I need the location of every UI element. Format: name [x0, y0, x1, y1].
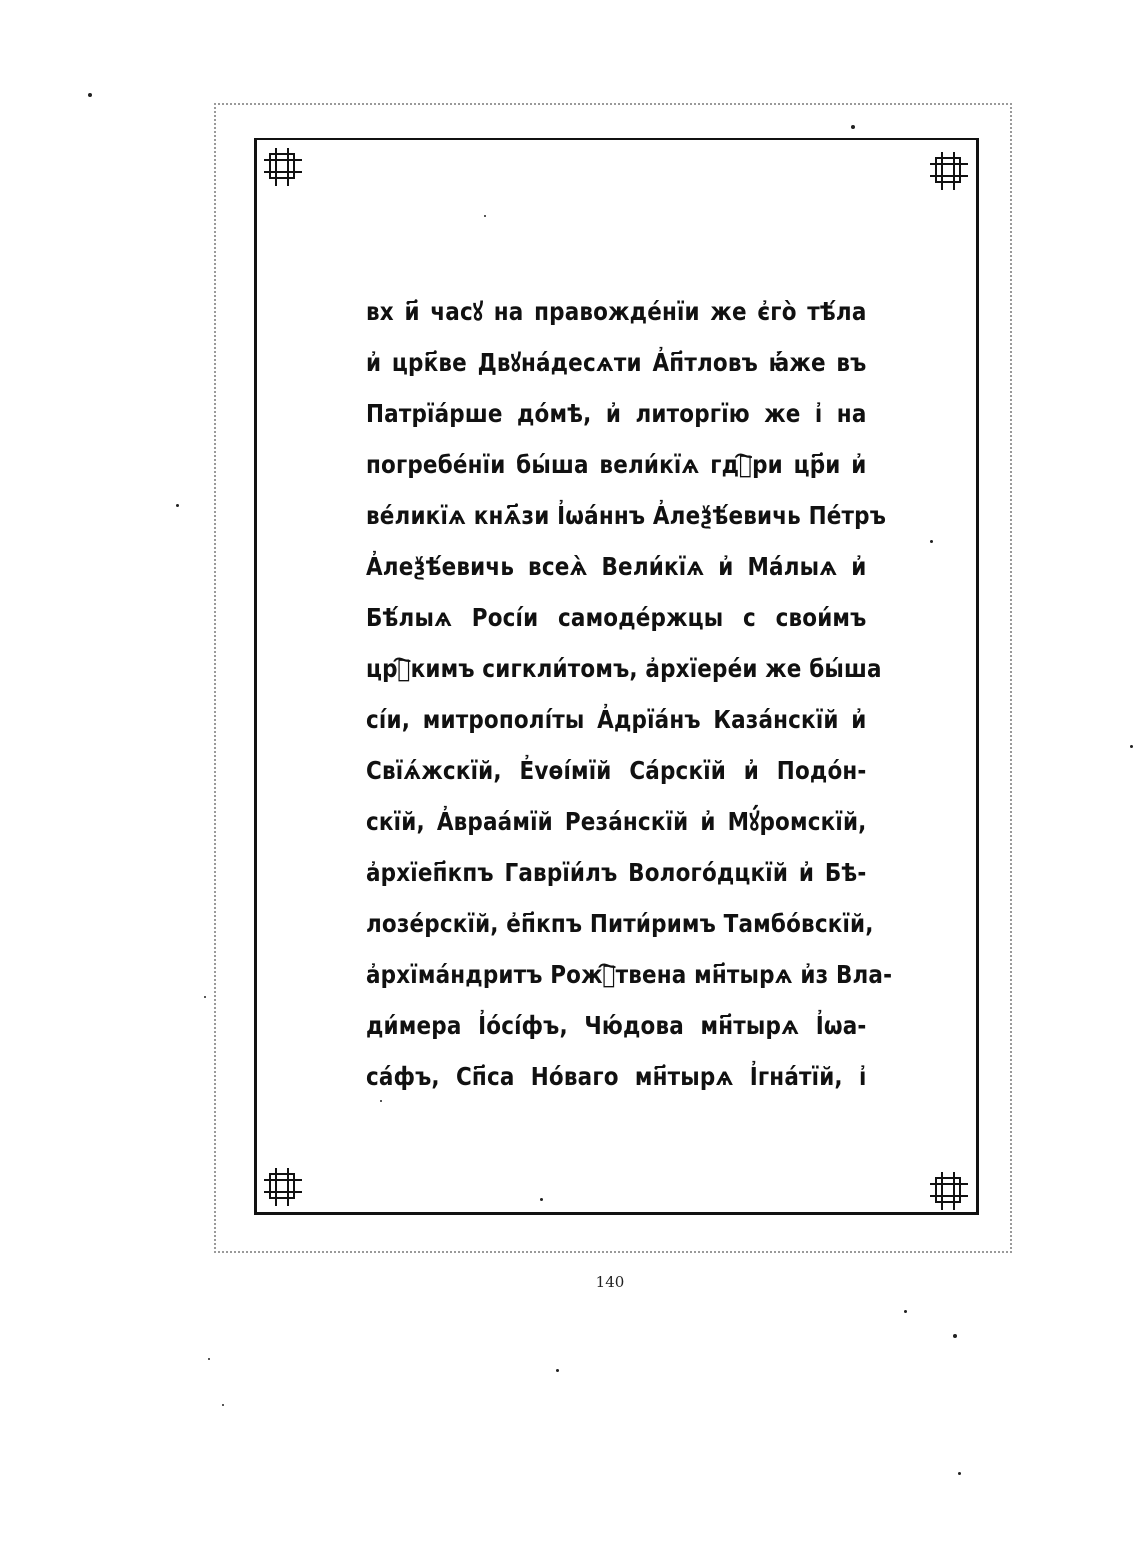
scan-speck — [88, 93, 92, 97]
scan-speck — [904, 1310, 907, 1313]
ornament-icon — [262, 146, 304, 188]
text-line: са́фъ, Сп҃са Но́ваго мн҃тырѧ І҆гна́тїй, і҆ — [366, 1062, 867, 1091]
scan-speck — [176, 504, 179, 507]
corner-ornament-top-left — [262, 146, 304, 188]
text-line: а҆рхїеп҃кпъ Гаврїи́лъ Волого́дцкїй и҆ Бѣ- — [366, 858, 867, 887]
scan-speck — [204, 996, 206, 998]
corner-ornament-bottom-left — [262, 1166, 304, 1208]
text-line: А҆леѯѣ́евичь всеѧ̀ Вели́кїѧ и҆ Ма́лыѧ и҆ — [366, 552, 867, 581]
text-line: лозе́рскїй, е҆п҃кпъ Пити́римъ Тамбо́вскїй, — [366, 909, 874, 938]
scan-speck — [958, 1472, 961, 1475]
corner-ornament-top-right — [928, 150, 970, 192]
text-line: ди́мера І҆о́сі́фъ, Чю́дова мн҃тырѧ І҆ѡа- — [366, 1011, 867, 1040]
text-line: Свїѧ́жскїй, Е҆vѳі́мїй Са́рскїй и҆ Подо́н- — [366, 756, 867, 785]
text-line: и҆ црк҃ве Двꙋна́десѧти А҆п҃тловъ ꙗ҆́же въ — [366, 348, 867, 377]
text-line: Патрїа́рше до́мѣ, и҆ литоргїю же і҆ на — [366, 399, 867, 428]
scan-speck — [208, 1358, 210, 1360]
corner-ornament-bottom-right — [928, 1170, 970, 1212]
text-line: скїй, А҆враа́мїй Реза́нскїй и҆ Мꙋ́ромскїй, — [366, 807, 867, 836]
text-line: црⷭ҇кимъ сигкли́томъ, а҆рхїере́и же бы́ша — [366, 654, 882, 683]
text-line: погребе́нїи бы́ша вели́кїѧ гдⷭ҇ри цр҃и и҆ — [366, 450, 867, 479]
ornament-icon — [928, 1170, 970, 1212]
scan-speck — [222, 1404, 224, 1406]
body-text — [366, 286, 893, 1102]
scan-speck — [556, 1369, 559, 1372]
scan-speck — [953, 1334, 957, 1338]
text-line: ве́ликїѧ кнѧ҃зи І҆ѡа́ннъ А҆леѯѣ́евичь Пе́тръ — [366, 501, 887, 530]
page-number: 140 — [595, 1273, 625, 1291]
text-line: вх и҃ часꙋ на правожде́нїи же є҆го̀ тѣ́ла — [366, 297, 867, 326]
scan-speck — [1130, 745, 1133, 748]
ornament-icon — [928, 150, 970, 192]
text-line: сі́и, митрополі́ты А҆дрїа́нъ Каза́нскїй и҆ — [366, 705, 867, 734]
ornament-icon — [262, 1166, 304, 1208]
text-line: а҆рхїма́ндритъ Рожⷭ҇твена мн҃тырѧ и҆з Вла- — [366, 960, 893, 989]
text-line: Бѣ́лыѧ Росі́и самоде́ржцы с свои́мъ — [366, 603, 867, 632]
